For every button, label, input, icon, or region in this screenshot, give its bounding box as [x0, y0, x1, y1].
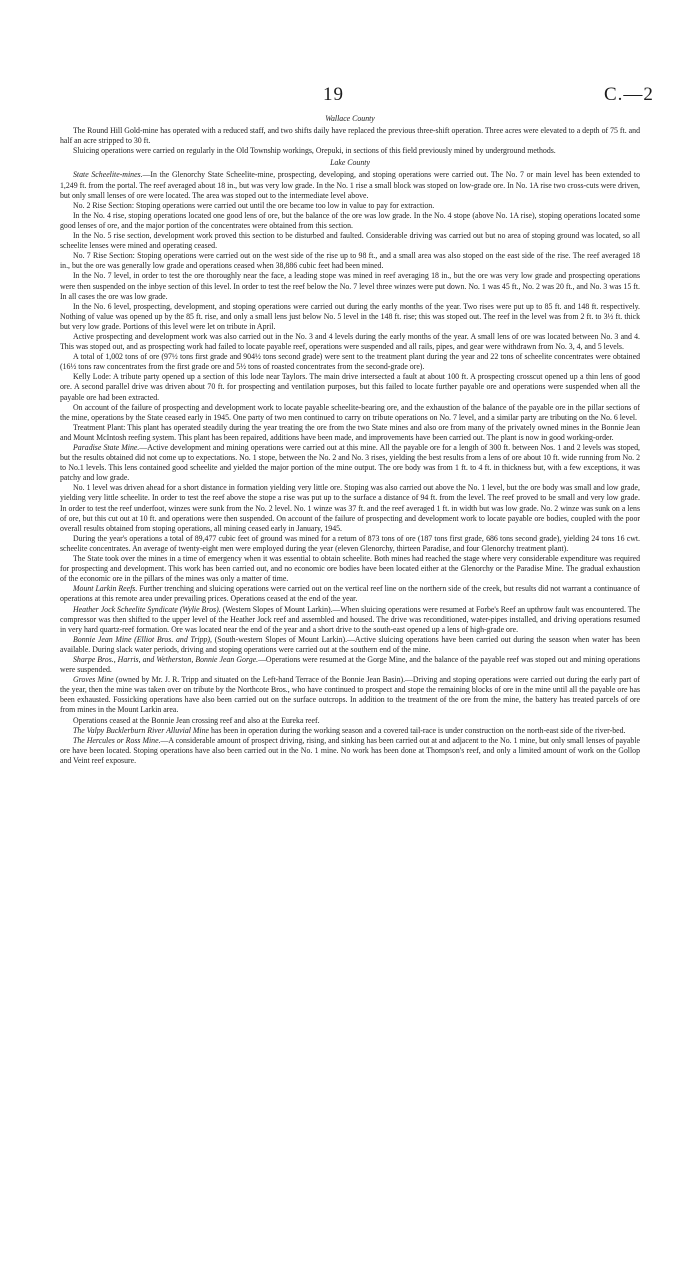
paragraph: [60, 423, 640, 443]
paragraph: [60, 372, 640, 402]
paragraph: [60, 302, 640, 332]
paragraph-lead: The Valpy Bucklerburn River Alluvial Mine: [73, 725, 209, 735]
paragraph: [60, 271, 640, 301]
paragraph: [60, 231, 640, 251]
paragraph-text: (South-western Slopes of Mount Larkin).—Active sluicing operations have been carried out during the season when water has been available. During slack water periods, driving and stoping operations were carried out at the southern end of the mine.: [60, 634, 641, 654]
paragraph-lead: Groves Mine: [73, 675, 114, 685]
paragraph-lead: Heather Jock Scheelite Syndicate (Wylie Bros).: [73, 604, 221, 614]
document-body: [60, 112, 640, 766]
paragraph: [60, 332, 640, 352]
paragraph: [60, 635, 640, 655]
paragraph-text: The State took over the mines in a time of emergency when it was essential to obtain scheelite. Both mines had reached the stage where very considerable expenditure was required for prospecting and development. This work has been carried out, and no economic ore bodies have been located either at the Glenorchy or the Paradise Mine. The gradual exhaustion of the economic ore in the pillars of the mines was only a matter of time.: [60, 554, 640, 584]
paragraph-text: Active prospecting and development work was also carried out in the No. 3 and 4 levels during the early months of the year. A small lens of ore was located between No. 3 and 4. This was stoped out, and as prospecting work had failed to locate payable reef, operations were suspended and all rails, pipes, and gear were withdrawn from No. 3, 4, and 5 levels.: [60, 331, 640, 352]
paragraph: [60, 675, 640, 715]
paragraph: [60, 736, 640, 766]
paragraph-text: Treatment Plant: This plant has operated steadily during the year treating the ore from the two State mines and also ore from many of the privately owned mines in the Bonnie Jean and Mount McIntosh reefing system. This plant has been repaired, additions have been made, and improvements have been carried out. The plant is now in good working-order.: [60, 422, 640, 442]
paragraph-text: Further trenching and sluicing operations were carried out on the vertical reef line on the northern side of the creek, but results did not warrant a continuance of operations at this remote area under prevailing prices. Operations ceased at the end of the year.: [60, 584, 640, 604]
paragraph: [60, 584, 640, 604]
paragraph: [60, 605, 640, 635]
paragraph-text: —Operations were resumed at the Gorge Mine, and the balance of the payable reef was stoped out and mining operations were suspended.: [60, 654, 640, 675]
paragraph-lead: State Scheelite-mines.: [73, 170, 143, 180]
paragraph-text: Sluicing operations were carried on regularly in the Old Township workings, Orepuki, in sections of this field previously mined by underground methods.: [73, 146, 556, 156]
paragraph-text: Operations ceased at the Bonnie Jean crossing reef and also at the Eureka reef.: [73, 715, 320, 725]
paragraph: [60, 352, 640, 372]
paragraph: [60, 716, 640, 726]
paragraph-text: —In the Glenorchy State Scheelite-mine, prospecting, developing, and stoping operations were carried out. The No. 7 or main level has been extended to 1,249 ft. from the portal. The reef averaged about 18 in., but was very low grade. In the No. 1 rise a small block was stoped on low-grade ore. In No. 1A rise two cross-cuts were driven, but only small lenses of ore were located. The area was stoped out to the intermediate level above.: [60, 170, 641, 200]
section-heading: Wallace County: [325, 114, 375, 123]
paragraph-text: The Round Hill Gold-mine has operated with a reduced staff, and two shifts daily have replaced the previous three-shift operation. Three acres were elevated to a depth of 75 ft. and half an acre stripped to 30 ft.: [60, 126, 640, 146]
paragraph: [60, 443, 640, 483]
paragraph-text: In the No. 4 rise, stoping operations located one good lens of ore, but the balance of the ore was low grade. In the No. 4 stope (above No. 1A rise), stoping operations located some good lenses of ore, and the major portion of the concentrates were obtained from this section.: [60, 210, 640, 230]
paragraph-text: No. 1 level was driven ahead for a short distance in formation yielding very little ore. Stoping was also carried out above the No. 1 level, but the ore body was small and low grade, yielding very little scheelite. In order to test the reef above the stope a rise was put up to the surface a distance of 94 ft. from the level. The reef proved to be small and very low grade. In order to test the reef underfoot, winzes were sunk from the No. 2 level. No. 1 winze was 37 ft. and the reef averaged 1 ft. in width but was low grade. No. 2 winze was sunk on a lens of ore, but this cut out at 10 ft. and operations were then suspended. On account of the failure of prospecting and development work to locate payable ore bodies, coupled with the poor overall results obtained from stoping operations, all mining ceased early in January, 1945.: [60, 483, 640, 533]
paragraph-text: In the No. 7 level, in order to test the ore thoroughly near the face, a leading stope was mined in reef averaging 18 in., but the ore was very low grade and prospecting operations were then suspended on the inbye section of this level. In order to test the reef below the No. 7 level three winzes were put down. No. 1 was 45 ft., No. 2 was 20 ft., and No. 3 was 15 ft. In all cases the ore was low grade.: [60, 271, 640, 301]
paragraph-text: A total of 1,002 tons of ore (97½ tons first grade and 904½ tons second grade) were sent to the treatment plant during the year and 22 tons of scheelite concentrates were obtained (16½ tons raw concentrates from the first grade ore and 5½ tons of roasted concentrates from the second-grade ore).: [60, 352, 640, 372]
paragraph-text: In the No. 5 rise section, development work proved this section to be disturbed and faulted. Considerable driving was carried out but no area of stoping ground was located, so all scheelite lenses were mined and operating ceased.: [60, 231, 640, 251]
paragraph-lead: Paradise State Mine.: [73, 443, 140, 452]
paragraph: [60, 201, 640, 211]
paragraph-text: (owned by Mr. J. R. Tripp and situated on the Left-hand Terrace of the Bonnie Jean Basin).—Driving and stoping operations were carried out during the early part of the year, then the mine was taken over on tribute by the Northcote Bros., who have continued to prospect and stope the remaining blocks of ore in the mine until all the payable ore has been exhausted. Fossicking operations have also been carried out on the surface outcrops. In addition to the treatment of the ore from the mine, the battery has treated parcels of ore from mines in the Mount Larkin area.: [60, 675, 640, 715]
paragraph: [60, 211, 640, 231]
paragraph: [60, 126, 640, 146]
paragraph-text: No. 7 Rise Section: Stoping operations were carried out on the west side of the rise up to 98 ft., and a small area was also stoped on the east side of the rise. The reef averaged 18 in., but the ore was generally low grade and operations ceased when 38,886 cubic feet had been mined.: [60, 251, 640, 271]
document-reference: C.—2: [604, 84, 654, 105]
paragraph: [60, 483, 640, 533]
paragraph: [60, 146, 640, 156]
paragraph-text: —Active development and mining operations were carried out at this mine. All the payable ore for a length of 300 ft. between Nos. 1 and 2 levels was stoped, but the results obtained did not come up to expectations. No. 1 stope, between the No. 2 and No. 3 rises, yielding the best results from a lens of ore about 10 ft. wide running from No. 2 to No.1 levels. This lens contained good scheelite and yielded the major portion of the mine output. The ore body was from 1 ft. to 4 ft. in thickness but, with a few exceptions, it was patchy and low grade.: [60, 443, 640, 483]
paragraph: [60, 726, 640, 736]
paragraph-lead: The Hercules or Ross Mine.: [73, 735, 161, 745]
section-heading: Lake County: [330, 158, 370, 168]
paragraph-text: No. 2 Rise Section: Stoping operations were carried out until the ore became too low in value to pay for extraction.: [73, 200, 435, 210]
page-number: 19: [323, 84, 344, 105]
paragraph-lead: Bonnie Jean Mine (Elliot Bros. and Tripp),: [73, 634, 212, 644]
paragraph-text: has been in operation during the working season and a covered tail-race is under construction on the north-east side of the river-bed.: [209, 725, 626, 735]
paragraph-text: On account of the failure of prospecting and development work to locate payable scheelite-bearing ore, and the exhaustion of the balance of the payable ore in the pillar sections of the mine, operations by the State ceased early in 1945. One party of two men continued to carry on tribute operations on No. 7 level, and a similar party are tributing on the No. 6 level.: [60, 402, 640, 422]
paragraph-lead: Sharpe Bros., Harris, and Wetherston, Bonnie Jean Gorge.: [73, 654, 259, 664]
paragraph: [60, 403, 640, 423]
paragraph-lead: Mount Larkin Reefs.: [73, 584, 138, 594]
paragraph-text: (Western Slopes of Mount Larkin).—When sluicing operations were resumed at Forbe's Reef an upthrow fault was encountered. The compressor was then shifted to the upper level of the Heather Jock reef and assembled and housed. The drive was reconditioned, water-pipes installed, and driving operations resumed in very hard quartz-reef formation. Ore was located near the end of the year and a short drive to the south-east opened up a lens of high-grade ore.: [60, 604, 640, 634]
paragraph: [60, 251, 640, 271]
paragraph: [60, 170, 640, 200]
paragraph: [60, 554, 640, 584]
paragraph: [60, 655, 640, 675]
paragraph-text: —A considerable amount of prospect driving, rising, and sinking has been carried out at and adjacent to the No. 1 mine, but only small lenses of payable ore have been located. Stoping operations have also been carried out in the No. 1 mine. No work has been done at Thompson's reef, and only a limited amount of work on the Gollop and Veint reef exposure.: [60, 735, 640, 765]
paragraph: [60, 534, 640, 554]
paragraph-text: In the No. 6 level, prospecting, development, and stoping operations were carried out during the early months of the year. Two rises were put up to 85 ft. and 148 ft. respectively. Nothing of value was opened up by the 85 ft. rise, and only a small lens just below No. 5 level in the 148 ft. rise; this was stoped out. The reef in the level was from 2 ft. to 3½ ft. thick but very low grade. Portions of this level were let on tribute in April.: [60, 301, 640, 331]
paragraph-text: Kelly Lode: A tribute party opened up a section of this lode near Taylors. The main drive intersected a fault at about 100 ft. A prospecting crosscut opened up a thin lens of good ore. A second parallel drive was driven about 70 ft. for prospecting and ventilation purposes, but this failed to locate further payable ore and operations were suspended when all the payable ore had been extracted.: [60, 372, 640, 402]
paragraph-text: During the year's operations a total of 89,477 cubic feet of ground was mined for a return of 873 tons of ore (187 tons first grade, 686 tons second grade), yielding 24 tons 16 cwt. scheelite concentrates. An average of twenty-eight men were employed during the year (eleven Glenorchy, thirteen Paradise, and four Glenorchy treatment plant).: [60, 533, 640, 553]
